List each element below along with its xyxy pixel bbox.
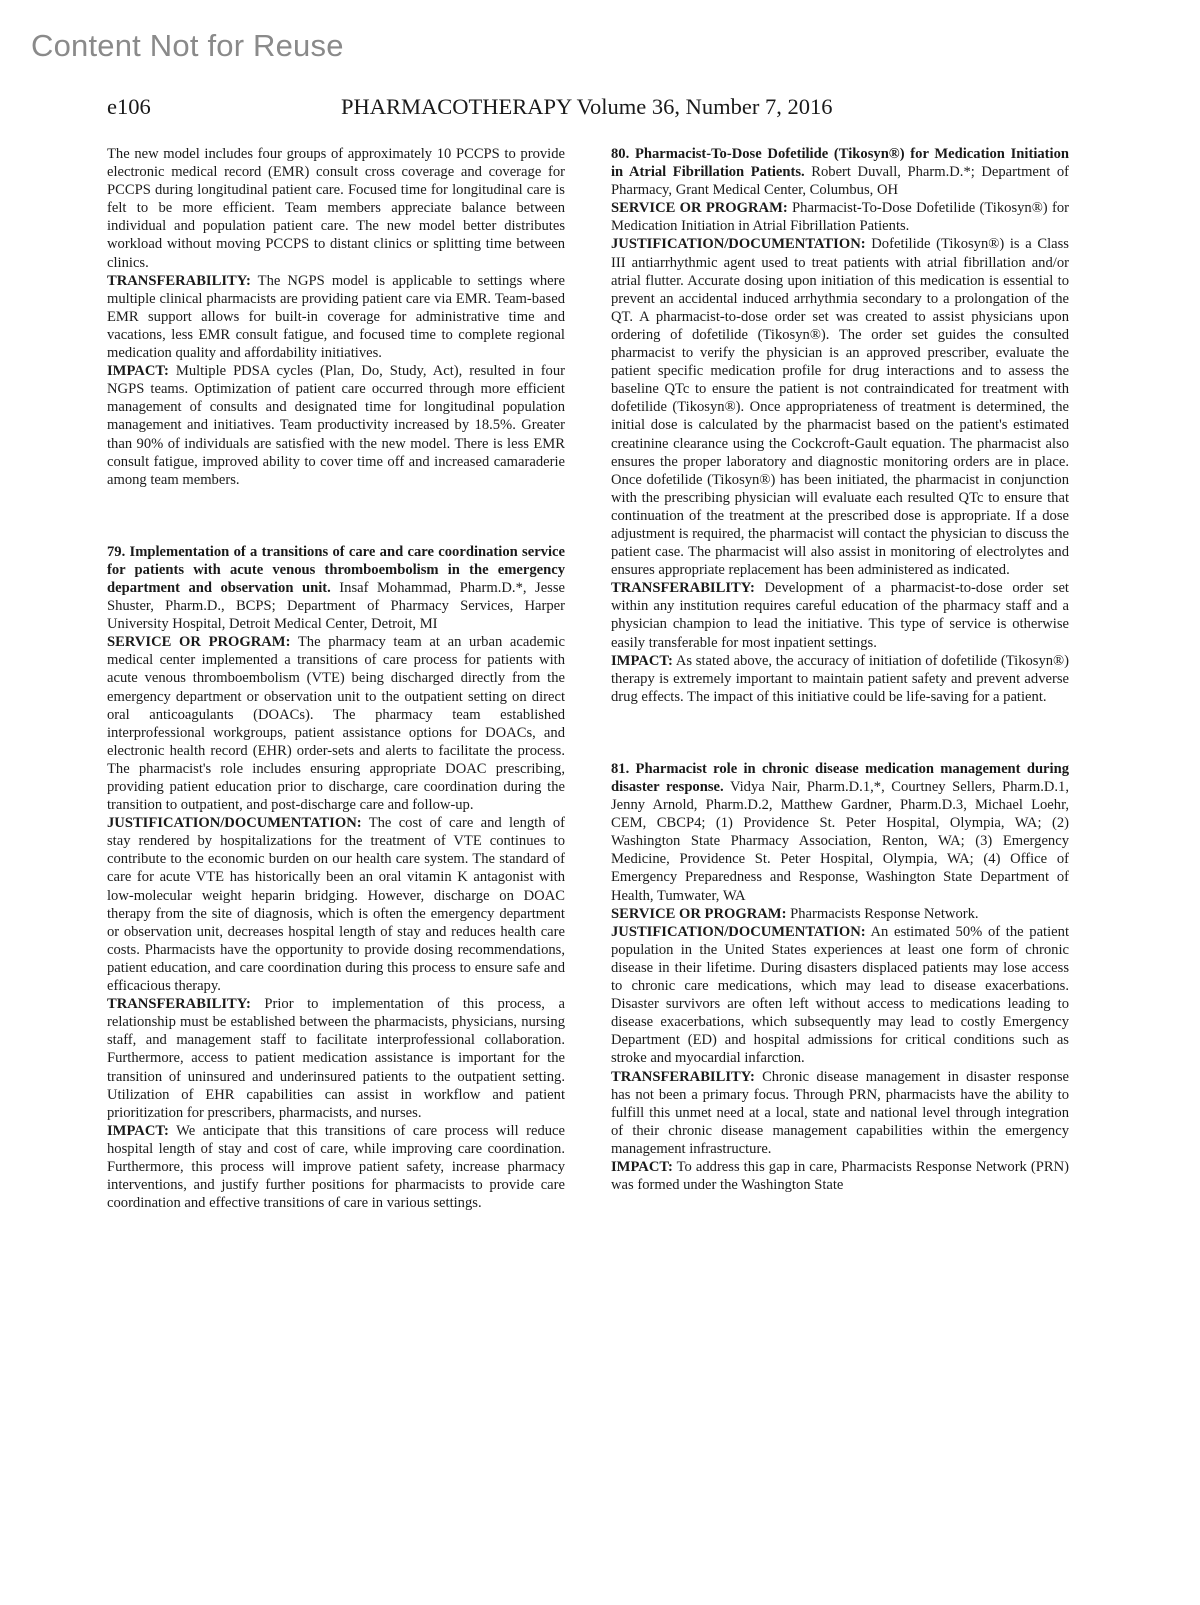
abstract-81-title: 81. Pharmacist role in chronic disease medication management during disaster response. (611, 760, 1069, 795)
impact-label: IMPACT: (107, 1122, 169, 1139)
transferability-paragraph (107, 272, 565, 362)
abstract-81-service (611, 905, 1069, 923)
impact-label: IMPACT: (611, 1158, 673, 1175)
impact-text: We anticipate that this transitions of care process will reduce hospital length of stay and cost of care, while improving care coordination. Furthermore, this process will improve patient safety, increase pharmacy interventions, and justify further positions for pharmacists to provide care coordination and effective transitions of care in various settings. (107, 1122, 566, 1212)
abstract-80-transferability (611, 579, 1069, 651)
impact-text: As stated above, the accuracy of initiation of dofetilide (Tikosyn®) therapy is extremely important to maintain patient safety and prevent adverse drug effects. The impact of this initiative could be life-saving for a patient. (611, 652, 1070, 705)
service-label: SERVICE OR PROGRAM: (107, 634, 291, 651)
abstract-80-service (611, 199, 1069, 235)
transferability-label: TRANSFERABILITY: (611, 1068, 755, 1085)
impact-label: IMPACT: (611, 652, 673, 669)
justification-label: JUSTIFICATION/DOCUMENTATION: (611, 923, 866, 940)
abstract-81-justification (611, 923, 1069, 1068)
service-label: SERVICE OR PROGRAM: (611, 200, 788, 217)
abstract-79-title: 79. Implementation of a transitions of care and care coordination service for patients with acute venous thromboembolism in the emergency department and observation unit. (107, 543, 565, 596)
abstract-80-justification (611, 235, 1069, 579)
service-text: Pharmacist-To-Dose Dofetilide (Tikosyn®) for Medication Initiation in Atrial Fibrillation Patients. (611, 200, 1069, 235)
watermark: Content Not for Reuse (31, 28, 344, 63)
justification-text: Dofetilide (Tikosyn®) is a Class III antiarrhythmic agent used to treat patients with atrial fibrillation and/or atrial flutter. Accurate dosing upon initiation of this medication is essential to prevent an accidental induced arrhythmia secondary to a prolongation of the QT. A pharmacist-to-dose order set was created to assist physicians upon ordering of dofetilide (Tikosyn®). The order set guides the consulted pharmacist to verify the physician is an approved prescriber, evaluate the patient specific medication profile for drug interactions and to assess the baseline QTc to ensure the patient is not contraindicated for treatment with dofetilide (Tikosyn®). Once appropriateness of treatment is determined, the initial dose is calculated by the pharmacist based on the patient's estimated creatinine clearance using the Cockcroft-Gault equation. The pharmacist also ensures the proper laboratory and diagnostic monitoring orders are in place. Once dofetilide (Tikosyn®) has been initiated, the pharmacist in conjunction with the prescribing physician will evaluate each resulted QTc to ensure that continuation of the treatment at the prescribed dose is appropriate. If a dose adjustment is required, the pharmacist will contact the physician to discuss the patient case. The pharmacist will also assist in monitoring of electrolytes and ensures appropriate replacement has been administered as indicated. (611, 236, 1069, 579)
impact-text: To address this gap in care, Pharmacists Response Network (PRN) was formed under the Washington State (611, 1158, 1069, 1194)
journal-title: PHARMACOTHERAPY Volume 36, Number 7, 2016 (341, 94, 833, 119)
abstract-79-impact (107, 1122, 565, 1212)
service-text: The pharmacy team at an urban academic medical center implemented a transitions of care process for patients with acute venous thromboembolism (VTE) being discharged directly from the emergency department or observation unit to the outpatient setting on direct oral anticoagulants (DOACs). The pharmacy team established interprofessional workgroups, patient assistance options for DOACs, and electronic health record (EHR) order-sets and alerts to facilitate the process. The pharmacist's role includes ensuring appropriate DOAC prescribing, providing patient education prior to discharge, care coordination during the transition to outpatient, and post-discharge care and follow-up. (107, 634, 565, 814)
justification-label: JUSTIFICATION/DOCUMENTATION: (107, 815, 362, 832)
service-text: Pharmacists Response Network. (790, 905, 979, 922)
impact-paragraph (107, 362, 565, 489)
abstract-80 (611, 145, 1069, 706)
abstract-80-impact (611, 652, 1069, 706)
abstract-81-impact (611, 1158, 1069, 1194)
page-number: e106 (107, 94, 151, 119)
abstract-80-title: 80. Pharmacist-To-Dose Dofetilide (Tikosyn®) for Medication Initiation in Atrial Fibrillation Patients. (611, 146, 1069, 181)
abstract-79-transferability (107, 995, 565, 1122)
justification-text: An estimated 50% of the patient population in the United States experiences at least one form of chronic disease in their lifetime. During disasters displaced patients may lose access to chronic care medications, which may lead to disease exacerbations. Disaster survivors are often left without access to medications leading to disease exacerbations, which subsequently may lead to costly Emergency Department (ED) and hospital admissions for critical conditions such as stroke and myocardial infarction. (611, 923, 1069, 1067)
transferability-label: TRANSFERABILITY: (107, 272, 251, 289)
abstract-79-justification (107, 814, 565, 995)
impact-label: IMPACT: (107, 363, 169, 380)
abstract-81-authors: Vidya Nair, Pharm.D.1,*, Courtney Sellers, Pharm.D.1, Jenny Arnold, Pharm.D.2, Matthew Gardner, Pharm.D.3, Michael Loehr, CEM, CBCP4; (1) Providence St. Peter Hospital, Olympia, WA; (2) Washington State Pharmacy Association, Renton, WA; (3) Emergency Medicine, Providence St. Peter Hospital, Olympia, WA; (4) Office of Emergency Preparedness and Response, Washington State Department of Health, Tumwater, WA (611, 779, 1069, 904)
abstract-80-authors: Robert Duvall, Pharm.D.*; Department of Pharmacy, Grant Medical Center, Columbus, OH (611, 164, 1069, 199)
impact-text: Multiple PDSA cycles (Plan, Do, Study, Act), resulted in four NGPS teams. Optimization of patient care occurred through more efficient management of consults and designated time for longitudinal population management and initiatives. Team productivity increased by 18.5%. Greater than 90% of individuals are satisfied with the new model. There is less EMR consult fatigue, improved ability to cover time off and increased camaraderie among team members. (107, 363, 566, 488)
abstract-79 (107, 543, 565, 1212)
justification-text: The cost of care and length of stay rendered by hospitalizations for the treatment of VTE continues to contribute to the economic burden on our health care system. The standard of care for acute VTE has historically been an oral vitamin K antagonist with low-molecular weight heparin bridging. However, discharge on DOAC therapy from the site of diagnosis, which is often the emergency department or observation unit, decreases hospital length of stay and reduces health care costs. Pharmacists have the opportunity to provide dosing recommendations, patient education, and care coordination during this process to ensure safe and efficacious therapy. (107, 815, 566, 995)
abstract-81 (611, 760, 1069, 1194)
transferability-label: TRANSFERABILITY: (611, 580, 755, 597)
section-gap (611, 706, 1069, 760)
service-label: SERVICE OR PROGRAM: (611, 905, 787, 922)
abstract-80-heading (611, 145, 1069, 199)
transferability-text: Prior to implementation of this process, a relationship must be established between the pharmacists, physicians, nursing staff, and management staff to facilitate interprofessional collaboration. Furthermore, access to patient medication assistance is important for the transition of uninsured and underinsured patients to the outpatient setting. Utilization of EHR capabilities can assist in workflow and patient prioritization for prescribers, pharmacists, and nurses. (107, 996, 565, 1121)
transferability-text: The NGPS model is applicable to settings where multiple clinical pharmacists are providing patient care via EMR. Team-based EMR support allows for built-in coverage for administrative time and vacations, less EMR consult fatigue, and focused time to complete regional medication quality and affordability initiatives. (107, 272, 566, 362)
abstract-79-service (107, 633, 565, 814)
abstract-81-transferability (611, 1068, 1069, 1158)
justification-label: JUSTIFICATION/DOCUMENTATION: (611, 236, 866, 253)
intro-paragraph: The new model includes four groups of approximately 10 PCCPS to provide electronic medical record (EMR) consult cross coverage and coverage for PCCPS during longitudinal patient care. Focused time for longitudinal care is felt to be more efficient. Team members appreciate balance between individual and population patient care. The new model better distributes workload without moving PCCPS to distant clinics or splitting time between clinics. (107, 146, 565, 271)
transferability-text: Development of a pharmacist-to-dose order set within any institution requires careful education of the pharmacy staff and a physician champion to lead the initiative. This type of service is otherwise easily transferable for most inpatient settings. (611, 580, 1069, 651)
abstract-79-authors: Insaf Mohammad, Pharm.D.*, Jesse Shuster, Pharm.D., BCPS; Department of Pharmacy Services, Harper University Hospital, Detroit Medical Center, Detroit, MI (107, 579, 566, 633)
right-column (611, 145, 1069, 1194)
section-gap (107, 489, 565, 543)
abstract-79-heading (107, 543, 565, 633)
abstract-81-heading (611, 760, 1069, 905)
transferability-label: TRANSFERABILITY: (107, 996, 251, 1013)
left-column (107, 145, 565, 1212)
transferability-text: Chronic disease management in disaster response has not been a primary focus. Through PRN, pharmacists have the ability to fulfill this unmet need at a local, state and national level through integration of their chronic disease management capabilities within the emergency management infrastructure. (611, 1068, 1069, 1157)
